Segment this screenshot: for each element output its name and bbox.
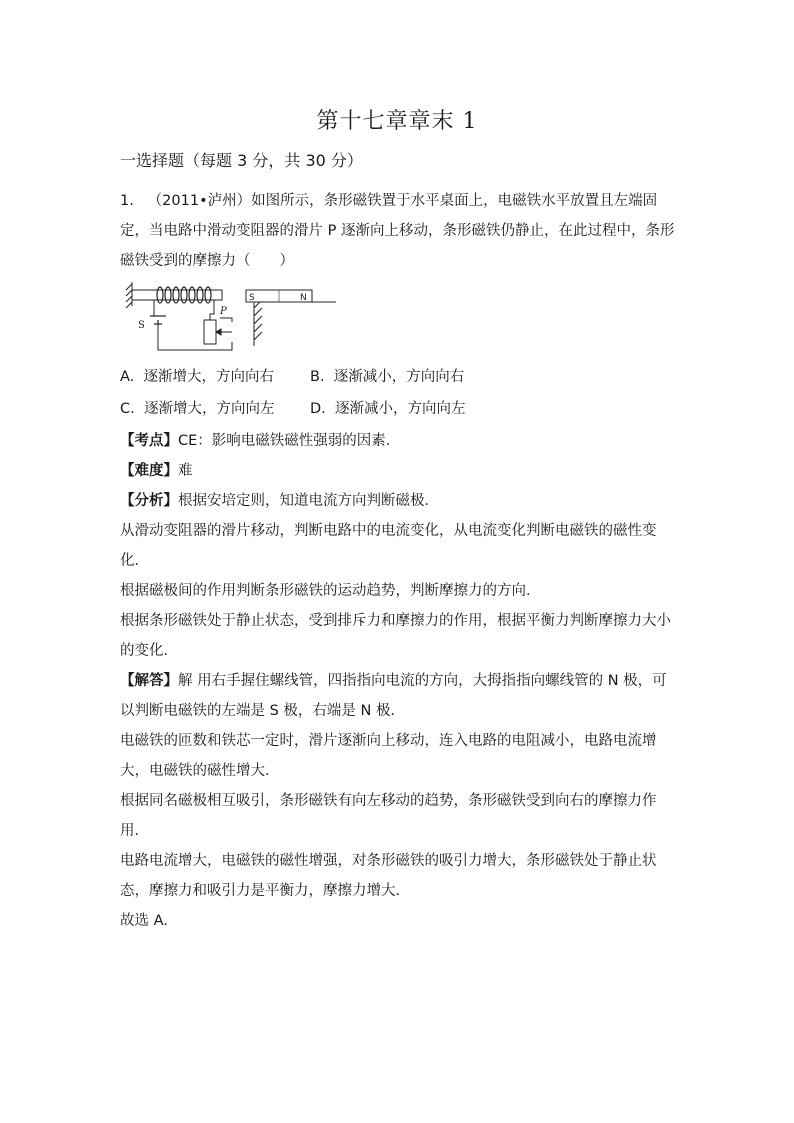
question-stem — [120, 186, 675, 276]
switch — [150, 316, 166, 324]
magnet-n-label: N — [300, 293, 307, 303]
jieda-paragraph: 电路电流增大，电磁铁的磁性增强，对条形磁铁的吸引力增大，条形磁铁处于静止状态，摩擦力和吸引力是平衡力，摩擦力增大． — [120, 853, 657, 899]
table — [246, 302, 336, 346]
option-c[interactable]: C. 逐渐增大，方向向左 — [120, 401, 275, 417]
nandu-line — [120, 456, 675, 486]
answer-line: 故选 A. — [120, 913, 168, 929]
jieda-paragraph: 根据同名磁极相互吸引，条形磁铁有向左移动的趋势，条形磁铁受到向右的摩擦力作用． — [120, 793, 657, 839]
section-heading: 一选择题（每题 3 分，共 30 分） — [120, 151, 363, 170]
jieda-line — [120, 666, 675, 726]
option-a[interactable]: A. 逐渐增大，方向向右 — [120, 369, 274, 385]
nandu-text: 难 — [178, 463, 193, 479]
iron-core — [132, 290, 222, 300]
circuit-figure — [124, 280, 336, 356]
jieda-paragraph: 电磁铁的匝数和铁芯一定时，滑片逐渐向上移动，连入电路的电阻减小，电路电流增大，电磁铁的磁性增大． — [120, 733, 657, 779]
slider-label: P — [220, 306, 227, 317]
nandu-tag: 【难度】 — [120, 463, 178, 479]
option-d[interactable]: D. 逐渐减小，方向向左 — [310, 401, 466, 417]
fenxi-tag: 【分析】 — [120, 493, 178, 509]
fenxi-paragraph: 从滑动变阻器的滑片移动，判断电路中的电流变化，从电流变化判断电磁铁的磁性变化． — [120, 523, 657, 569]
kaodian-line — [120, 426, 675, 456]
left-wall — [126, 282, 132, 308]
magnet-s-label: S — [249, 293, 255, 303]
options-row-2 — [120, 394, 675, 424]
question-source: （2011•泸州） — [147, 193, 252, 209]
fenxi-paragraph: 根据磁极间的作用判断条形磁铁的运动趋势，判断摩擦力的方向． — [120, 583, 541, 599]
page-title: 第十七章章末 1 — [316, 109, 478, 134]
jieda-tag: 【解答】 — [120, 673, 178, 689]
question-number: 1. — [120, 193, 134, 209]
option-b[interactable]: B. 逐渐减小，方向向右 — [310, 369, 465, 385]
jieda-text: 解 用右手握住螺线管，四指指向电流的方向，大拇指指向螺线管的 N 极，可以判断电磁铁的左端是 S 极，右端是 N 极． — [120, 673, 667, 719]
slider-arrow — [216, 329, 232, 335]
kaodian-tag: 【考点】 — [120, 433, 178, 449]
kaodian-text: CE：影响电磁铁磁性强弱的因素． — [178, 433, 401, 449]
fenxi-line — [120, 486, 675, 516]
fenxi-text: 根据安培定则，知道电流方向判断磁极． — [178, 493, 439, 509]
rheostat — [204, 320, 216, 344]
switch-label: S — [138, 320, 145, 331]
question-text: 如图所示，条形磁铁置于水平桌面上，电磁铁水平放置且左端固定，当电路中滑动变阻器的滑片 P 逐渐向上移动，条形磁铁仍静止，在此过程中，条形磁铁受到的摩擦力（ ） — [120, 193, 675, 269]
fenxi-paragraph: 根据条形磁铁处于静止状态，受到排斥力和摩擦力的作用，根据平衡力判断摩擦力大小的变化． — [120, 613, 671, 659]
question-body — [120, 186, 675, 936]
options-row-1 — [120, 362, 675, 392]
